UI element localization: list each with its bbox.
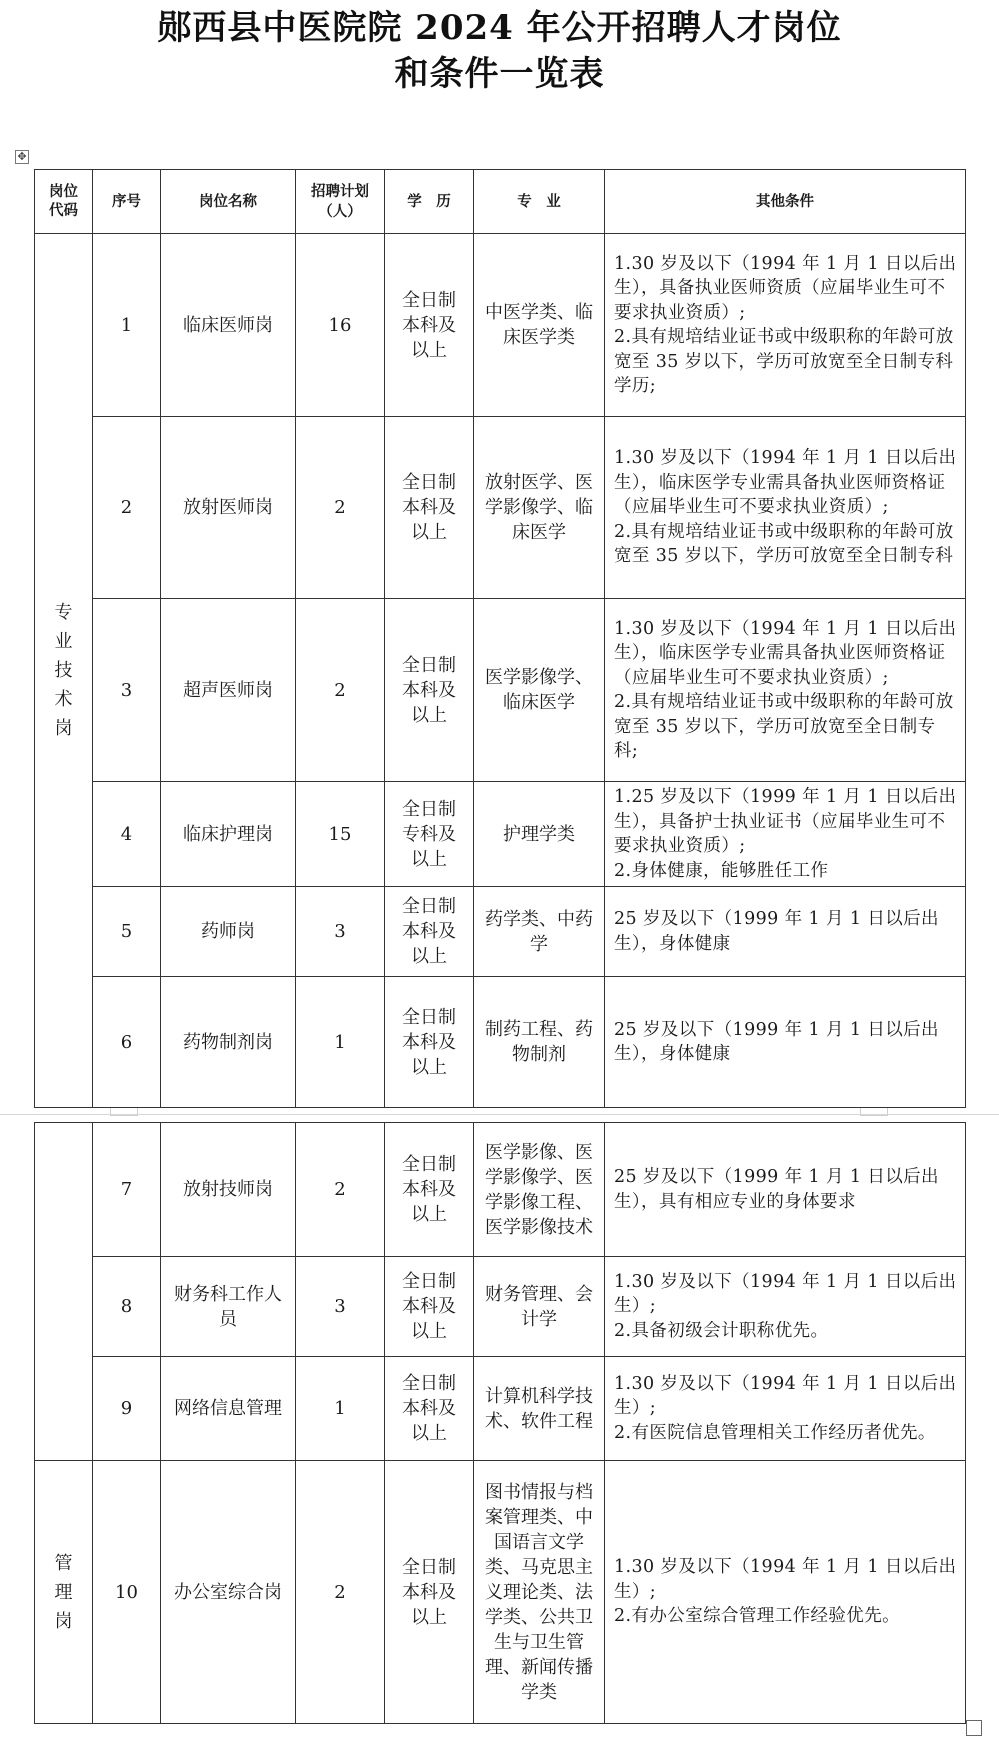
row-name: 办公室综合岗 [161,1461,296,1724]
row-other: 1.30 岁及以下（1994 年 1 月 1 日以后出生），临床医学专业需具备执业医师资格证（应届毕业生可不要求执业资质）; 2.具有规培结业证书或中级职称的年龄可放宽至 35 岁以下，学历可放宽至全日制专科 [605,417,966,599]
row-other: 25 岁及以下（1999 年 1 月 1 日以后出生），具有相应专业的身体要求 [605,1123,966,1257]
table-row [35,1461,966,1724]
row-seq: 3 [93,599,161,782]
row-major: 护理学类 [474,782,605,887]
row-seq: 9 [93,1357,161,1461]
table-move-handle-icon[interactable]: ✥ [15,150,29,164]
row-name: 临床护理岗 [161,782,296,887]
row-other: 25 岁及以下（1999 年 1 月 1 日以后出生），身体健康 [605,887,966,977]
table-row [35,1123,966,1257]
row-edu: 全日制专科及以上 [385,782,474,887]
row-name: 网络信息管理 [161,1357,296,1461]
row-edu: 全日制本科及以上 [385,1257,474,1357]
row-seq: 4 [93,782,161,887]
row-edu: 全日制本科及以上 [385,1123,474,1257]
row-other: 1.30 岁及以下（1994 年 1 月 1 日以后出生），具备执业医师资质（应届毕业生可不要求执业资质）; 2.具有规培结业证书或中级职称的年龄可放宽至 35 岁以下，学历可放宽至全日制专科学历; [605,234,966,417]
row-name: 超声医师岗 [161,599,296,782]
row-name: 药物制剂岗 [161,977,296,1108]
header-other: 其他条件 [605,170,966,234]
row-major: 医学影像、医学影像学、医学影像工程、医学影像技术 [474,1123,605,1257]
row-plan: 2 [296,1123,385,1257]
table-row [35,234,966,417]
table-row [35,977,966,1108]
table-header-row [35,170,966,234]
group-cell-tech: 专业技术岗 [35,234,93,1108]
row-plan: 3 [296,887,385,977]
group-cell-mgmt: 管理岗 [35,1461,93,1724]
row-other: 25 岁及以下（1999 年 1 月 1 日以后出生），身体健康 [605,977,966,1108]
row-other: 1.30 岁及以下（1994 年 1 月 1 日以后出生）; 2.有办公室综合管理工作经验优先。 [605,1461,966,1724]
table-row [35,1257,966,1357]
row-plan: 1 [296,977,385,1108]
row-other: 1.30 岁及以下（1994 年 1 月 1 日以后出生）; 2.具备初级会计职称优先。 [605,1257,966,1357]
row-name: 放射医师岗 [161,417,296,599]
row-edu: 全日制本科及以上 [385,599,474,782]
table-row [35,417,966,599]
header-plan: 招聘计划（人） [296,170,385,234]
row-edu: 全日制本科及以上 [385,417,474,599]
row-major: 财务管理、会计学 [474,1257,605,1357]
page-break-gap [0,1108,999,1122]
row-name: 临床医师岗 [161,234,296,417]
row-plan: 3 [296,1257,385,1357]
header-seq: 序号 [93,170,161,234]
table-row [35,887,966,977]
row-edu: 全日制本科及以上 [385,1357,474,1461]
recruitment-table-page-1 [34,169,966,1108]
row-major: 药学类、中药学 [474,887,605,977]
row-plan: 2 [296,417,385,599]
group-cell-tech-continued [35,1123,93,1461]
page-corner-mark-left [110,1108,138,1116]
row-name: 药师岗 [161,887,296,977]
row-name: 放射技师岗 [161,1123,296,1257]
row-plan: 15 [296,782,385,887]
row-plan: 2 [296,599,385,782]
document-title-line-1: 郧西县中医院院 2024 年公开招聘人才岗位 [157,8,842,48]
row-plan: 1 [296,1357,385,1461]
row-seq: 5 [93,887,161,977]
row-seq: 2 [93,417,161,599]
table-row [35,599,966,782]
header-code: 岗位代码 [35,170,93,234]
recruitment-table-page-2 [34,1122,966,1724]
row-major: 医学影像学、临床医学 [474,599,605,782]
table-row [35,782,966,887]
row-seq: 8 [93,1257,161,1357]
row-plan: 16 [296,234,385,417]
row-major: 图书情报与档案管理类、中国语言文学类、马克思主义理论类、法学类、公共卫生与卫生管理、新闻传播学类 [474,1461,605,1724]
header-major: 专 业 [474,170,605,234]
row-other: 1.25 岁及以下（1999 年 1 月 1 日以后出生），具备护士执业证书（应届毕业生可不要求执业资质）; 2.身体健康，能够胜任工作 [605,782,966,887]
row-edu: 全日制本科及以上 [385,1461,474,1724]
header-name: 岗位名称 [161,170,296,234]
document-title-line-2: 和条件一览表 [394,54,605,94]
row-other: 1.30 岁及以下（1994 年 1 月 1 日以后出生），临床医学专业需具备执业医师资格证（应届毕业生可不要求执业资质）; 2.具有规培结业证书或中级职称的年龄可放宽至 35 岁以下，学历可放宽至全日制专科; [605,599,966,782]
table-row [35,1357,966,1461]
table-resize-handle-icon[interactable] [966,1720,982,1736]
row-seq: 10 [93,1461,161,1724]
page-break-line [0,1114,999,1115]
row-plan: 2 [296,1461,385,1724]
page-corner-mark-right [860,1108,888,1116]
row-edu: 全日制本科及以上 [385,887,474,977]
row-major: 放射医学、医学影像学、临床医学 [474,417,605,599]
row-major: 中医学类、临床医学类 [474,234,605,417]
row-major: 计算机科学技术、软件工程 [474,1357,605,1461]
row-other: 1.30 岁及以下（1994 年 1 月 1 日以后出生）; 2.有医院信息管理相关工作经历者优先。 [605,1357,966,1461]
row-seq: 7 [93,1123,161,1257]
row-edu: 全日制本科及以上 [385,977,474,1108]
row-major: 制药工程、药物制剂 [474,977,605,1108]
row-edu: 全日制本科及以上 [385,234,474,417]
header-edu: 学 历 [385,170,474,234]
row-name: 财务科工作人员 [161,1257,296,1357]
row-seq: 6 [93,977,161,1108]
row-seq: 1 [93,234,161,417]
